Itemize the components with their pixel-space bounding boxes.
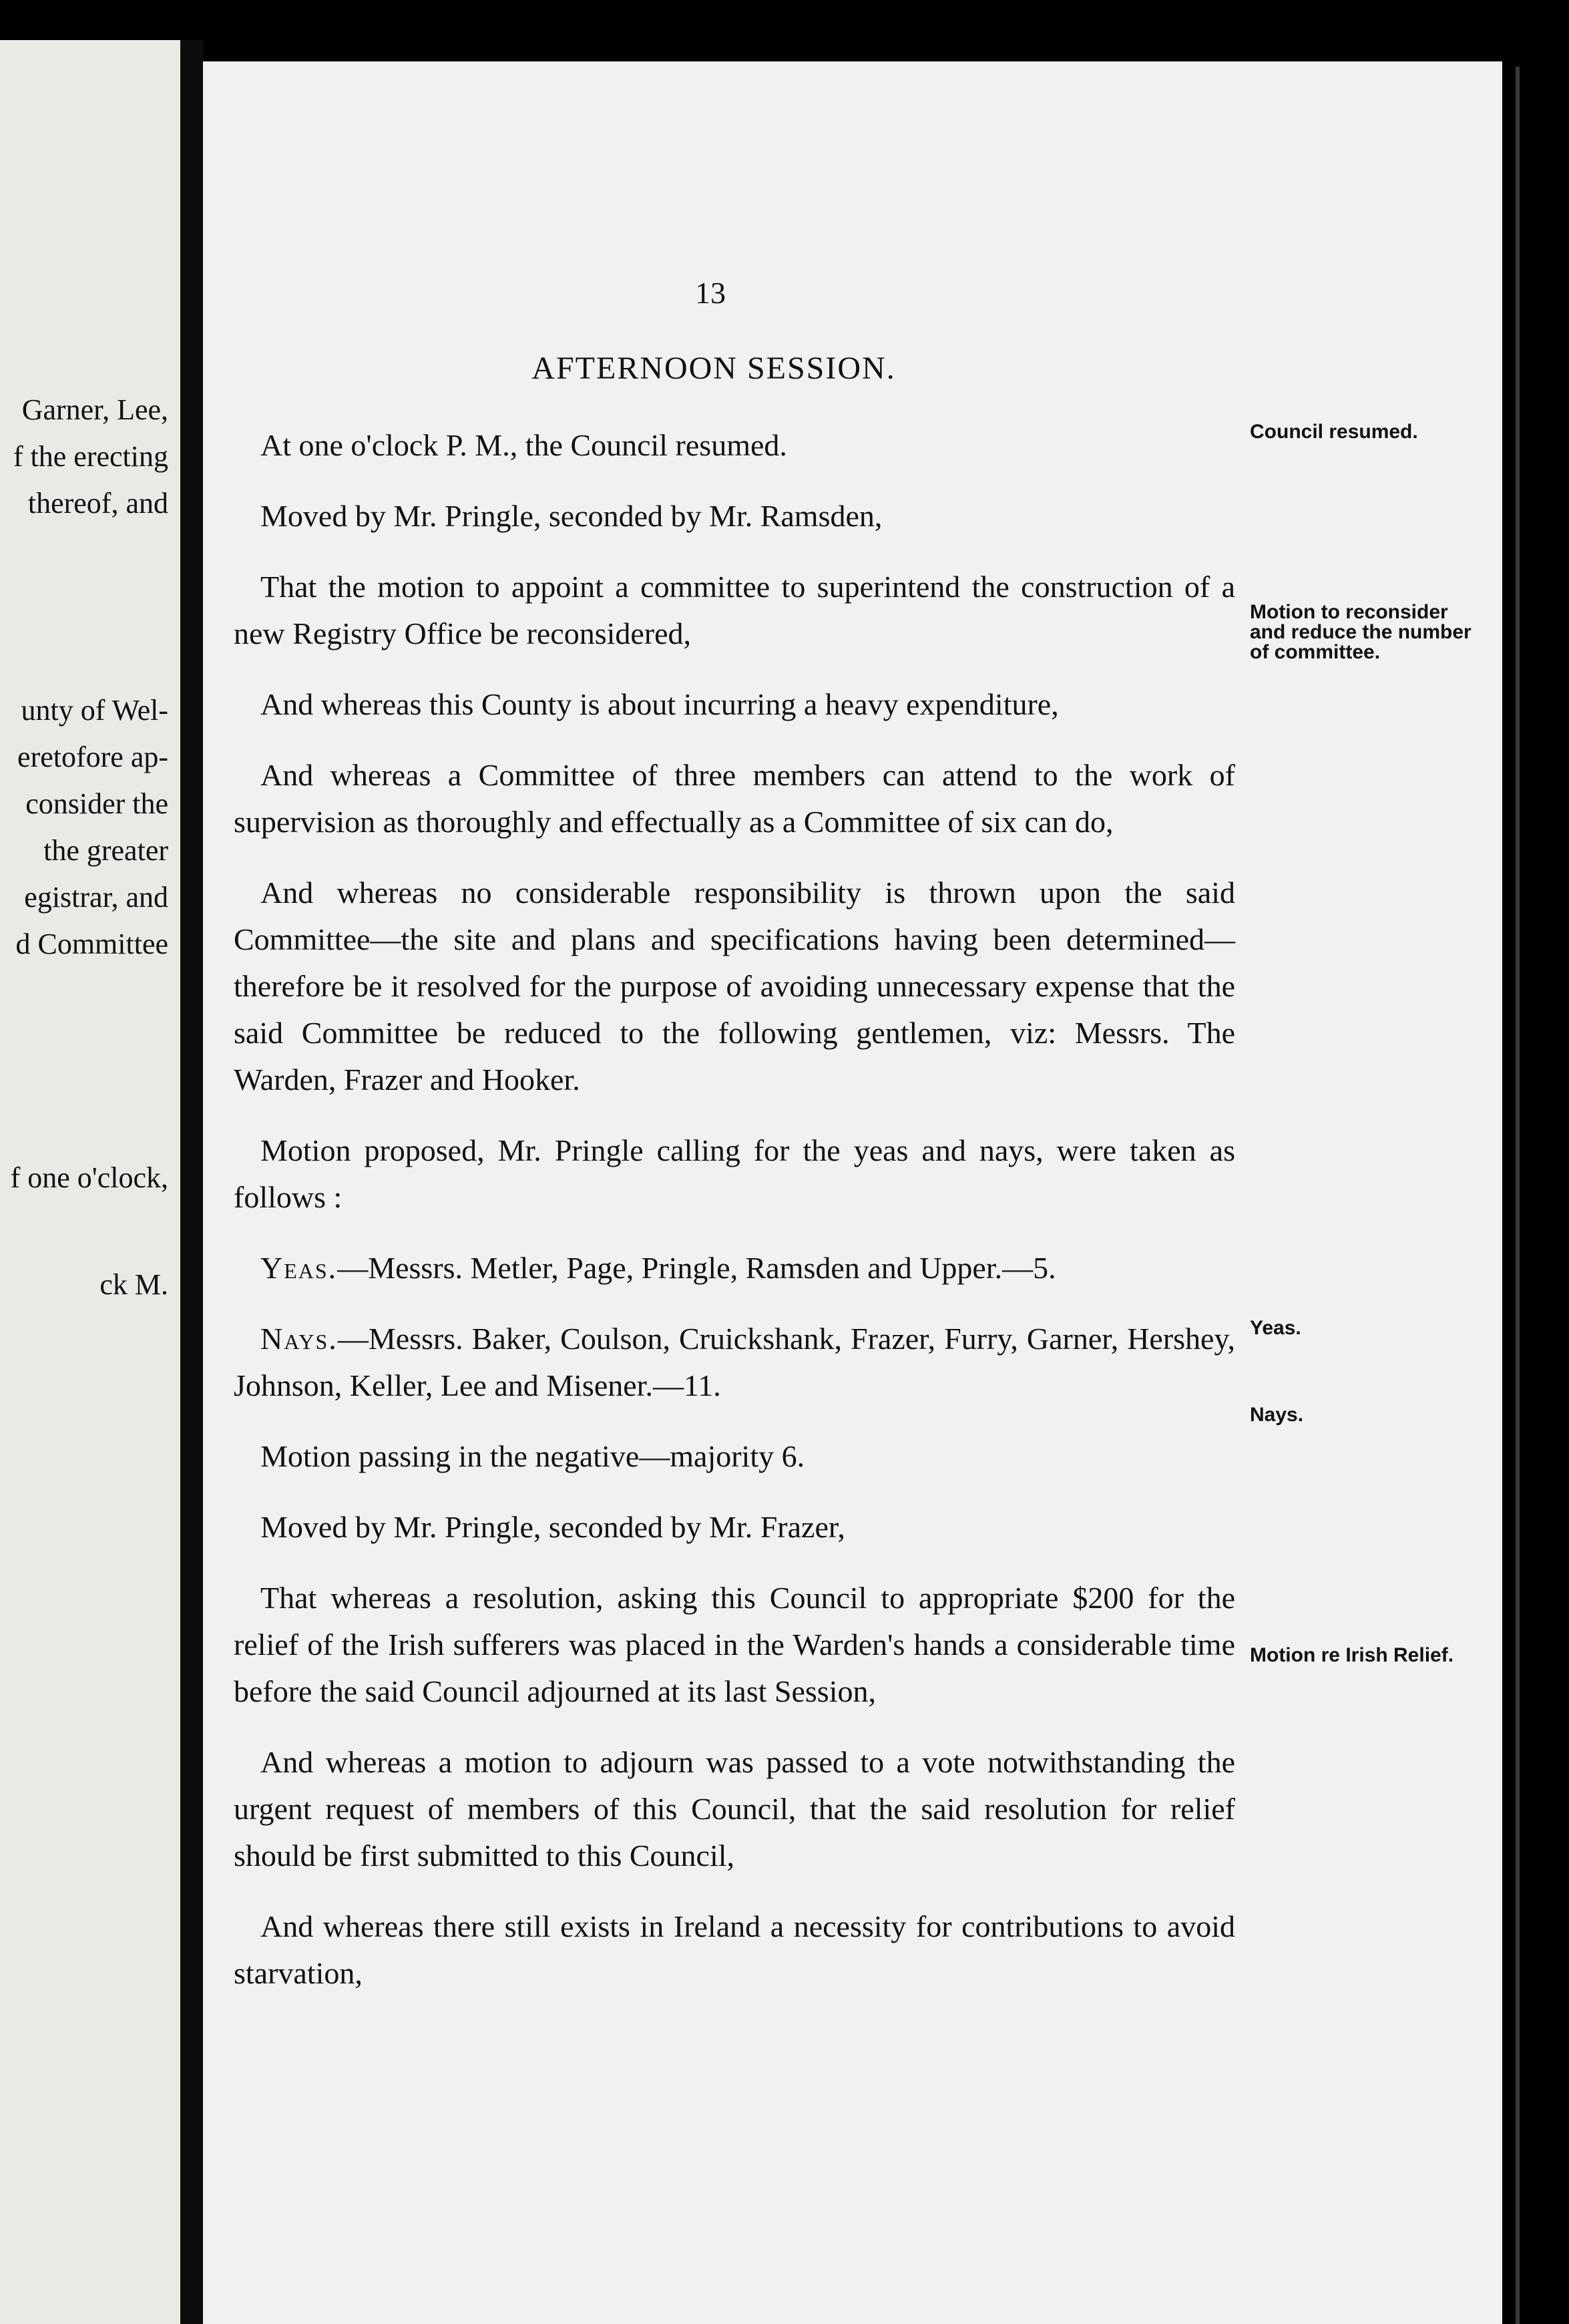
paragraph: Motion passing in the negative—majority 6. (260, 1439, 805, 1473)
yeas-label: Yeas. (260, 1251, 338, 1285)
yeas-paragraph (234, 1245, 1235, 1292)
left-page-line: f the erecting (13, 440, 168, 473)
page-number: 13 (695, 276, 726, 310)
left-page-line: d Committee (15, 928, 168, 960)
margin-note-council-resumed: Council resumed. (1250, 421, 1418, 443)
left-page-line: f one o'clock, (10, 1161, 168, 1194)
left-page-line: Garner, Lee, (21, 393, 168, 426)
left-page-line: the greater (43, 834, 168, 867)
paragraph: Moved by Mr. Pringle, seconded by Mr. Ramsden, (260, 499, 883, 533)
document-page (203, 61, 1502, 2324)
left-page-line: consider the (25, 787, 168, 820)
paragraph: That the motion to appoint a committee to superintend the construction of a new Registry Office be reconsidered, (234, 570, 1235, 650)
paragraph: Moved by Mr. Pringle, seconded by Mr. Frazer, (260, 1510, 845, 1544)
paragraph: And whereas no considerable responsibility is thrown upon the said Committee—the site and plans and specifications having been determined—therefore be it resolved for the purpose of avoiding unnecessary expense that the said Committee be reduced to the following gentlemen, viz: Messrs. The Warden, Frazer and Hooker. (234, 876, 1235, 1097)
paragraph: And whereas a motion to adjourn was passed to a vote notwithstanding the urgent request of members of this Council, that the said resolution for relief should be first submitted to this Council, (234, 1745, 1235, 1873)
left-page-line: thereof, and (27, 487, 168, 520)
previous-page-fragment (0, 40, 180, 2324)
section-heading: AFTERNOON SESSION. (531, 351, 896, 386)
nays-label: Nays. (260, 1322, 338, 1356)
margin-note-motion-irish: Motion re Irish Relief. (1250, 1644, 1454, 1666)
page-right-edge (1502, 61, 1569, 2324)
paragraph: And whereas this County is about incurring a heavy expenditure, (260, 687, 1059, 721)
margin-note-motion-reconsider: Motion to reconsider and reduce the number of committee. (1250, 601, 1472, 663)
paragraph: That whereas a resolution, asking this Council to appropriate $200 for the relief of the Irish sufferers was placed in the Warden's hands a considerable time before the said Council adjourned at its last Session, (234, 1581, 1235, 1708)
yeas-text: —Messrs. Metler, Page, Pringle, Ramsden and Upper.—5. (337, 1251, 1056, 1285)
page-edge-line (1516, 67, 1520, 2324)
body-text (234, 422, 1235, 2021)
paragraph: At one o'clock P. M., the Council resumed. (260, 428, 787, 462)
paragraph: Motion proposed, Mr. Pringle calling for the yeas and nays, were taken as follows : (234, 1133, 1235, 1214)
nays-paragraph (234, 1316, 1235, 1409)
page-gutter (180, 40, 203, 2324)
paragraph: And whereas there still exists in Ireland a necessity for contributions to avoid starvation, (234, 1909, 1235, 1990)
paragraph: And whereas a Committee of three members can attend to the work of supervision as thoroughly and effectually as a Committee of six can do, (234, 758, 1235, 839)
left-page-line: ck M. (99, 1268, 168, 1301)
left-page-line: unty of Wel- (21, 694, 168, 727)
left-page-line: egistrar, and (24, 881, 168, 914)
left-page-line: eretofore ap- (17, 741, 168, 773)
nays-text: —Messrs. Baker, Coulson, Cruickshank, Frazer, Furry, Garner, Hershey, Johnson, Keller, Lee and Misener.—11. (234, 1322, 1235, 1402)
margin-note-yeas: Yeas. (1250, 1317, 1301, 1339)
margin-note-nays: Nays. (1250, 1404, 1304, 1426)
